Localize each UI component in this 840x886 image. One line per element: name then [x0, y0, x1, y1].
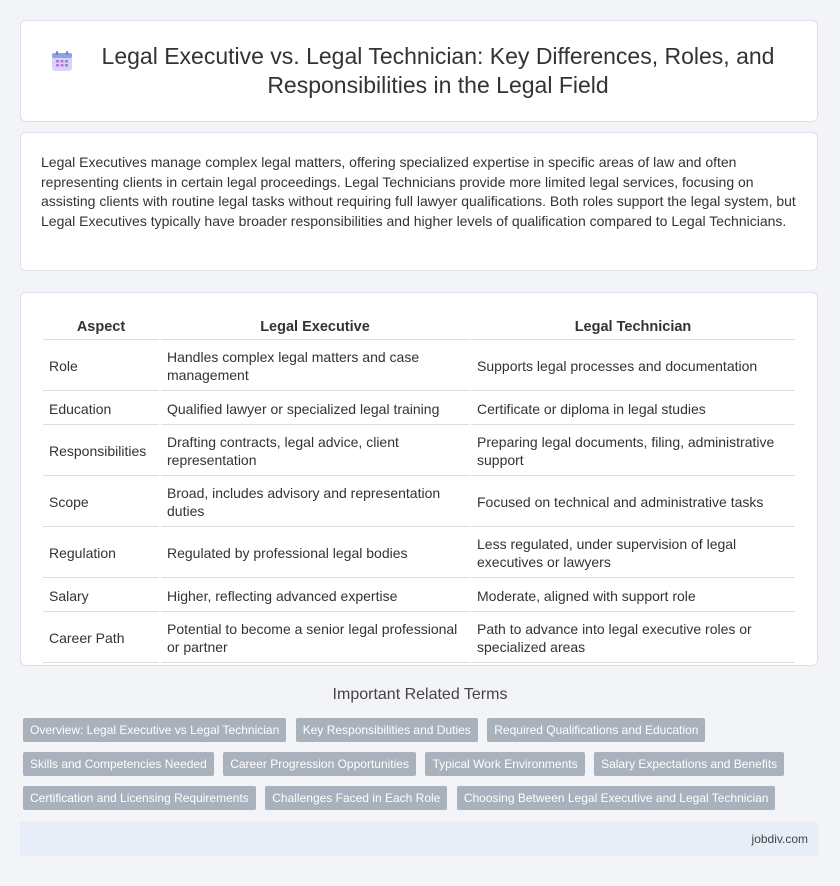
related-term-tag[interactable]: Overview: Legal Executive vs Legal Technician [23, 718, 286, 742]
footer [20, 822, 818, 856]
table-cell: Less regulated, under supervision of legal executives or lawyers [471, 529, 795, 578]
comparison-table [41, 313, 797, 665]
table-row [43, 580, 795, 612]
related-term-tag[interactable]: Salary Expectations and Benefits [594, 752, 784, 776]
related-term-tag[interactable]: Challenges Faced in Each Role [265, 786, 447, 810]
table-cell: Regulated by professional legal bodies [161, 529, 469, 578]
intro-card [20, 132, 818, 271]
footer-site-link[interactable]: jobdiv.com [751, 832, 808, 846]
related-terms-title: Important Related Terms [332, 686, 508, 703]
table-cell: Potential to become a senior legal professional or partner [161, 614, 469, 663]
table-row [43, 614, 795, 663]
table-cell: Salary [43, 580, 159, 612]
related-term-tag[interactable]: Career Progression Opportunities [223, 752, 416, 776]
table-row [43, 529, 795, 578]
table-cell: Education [43, 393, 159, 425]
calendar-icon [51, 50, 73, 72]
table-cell: Broad, includes advisory and representation duties [161, 478, 469, 527]
table-row [43, 478, 795, 527]
title-card [20, 20, 818, 122]
related-term-tag[interactable]: Typical Work Environments [425, 752, 584, 776]
related-terms-list [23, 718, 823, 820]
table-cell: Higher, reflecting advanced expertise [161, 580, 469, 612]
table-cell: Supports legal processes and documentation [471, 342, 795, 391]
table-cell: Career Path [43, 614, 159, 663]
table-cell: Responsibilities [43, 427, 159, 476]
header-legal-technician: Legal Technician [471, 315, 795, 340]
table-cell: Path to advance into legal executive roles or specialized areas [471, 614, 795, 663]
table-cell: Regulation [43, 529, 159, 578]
related-term-tag[interactable]: Key Responsibilities and Duties [296, 718, 478, 742]
header-aspect: Aspect [43, 315, 159, 340]
intro-text: Legal Executives manage complex legal matters, offering specialized expertise in specific areas of law and often representing clients in certain legal proceedings. Legal Technicians provide more limited legal services, focusing on assisting clients with routine legal tasks without requiring full lawyer qualifications. Both roles support the legal system, but Legal Executives typically have broader responsibilities and higher levels of qualification compared to Legal Technicians. [41, 154, 796, 229]
table-cell: Handles complex legal matters and case management [161, 342, 469, 391]
table-cell: Drafting contracts, legal advice, client representation [161, 427, 469, 476]
table-cell: Scope [43, 478, 159, 527]
table-row [43, 427, 795, 476]
header-legal-executive: Legal Executive [161, 315, 469, 340]
table-cell: Role [43, 342, 159, 391]
related-term-tag[interactable]: Certification and Licensing Requirements [23, 786, 256, 810]
related-term-tag[interactable]: Skills and Competencies Needed [23, 752, 214, 776]
table-cell: Certificate or diploma in legal studies [471, 393, 795, 425]
comparison-table-card [20, 292, 818, 666]
table-row [43, 393, 795, 425]
table-cell: Preparing legal documents, filing, administrative support [471, 427, 795, 476]
table-cell: Qualified lawyer or specialized legal training [161, 393, 469, 425]
table-cell: Focused on technical and administrative tasks [471, 478, 795, 527]
related-term-tag[interactable]: Choosing Between Legal Executive and Legal Technician [457, 786, 776, 810]
page-title: Legal Executive vs. Legal Technician: Key Differences, Roles, and Responsibilities in the Legal Field [101, 43, 775, 98]
table-row [43, 342, 795, 391]
related-term-tag[interactable]: Required Qualifications and Education [487, 718, 705, 742]
table-cell: Moderate, aligned with support role [471, 580, 795, 612]
